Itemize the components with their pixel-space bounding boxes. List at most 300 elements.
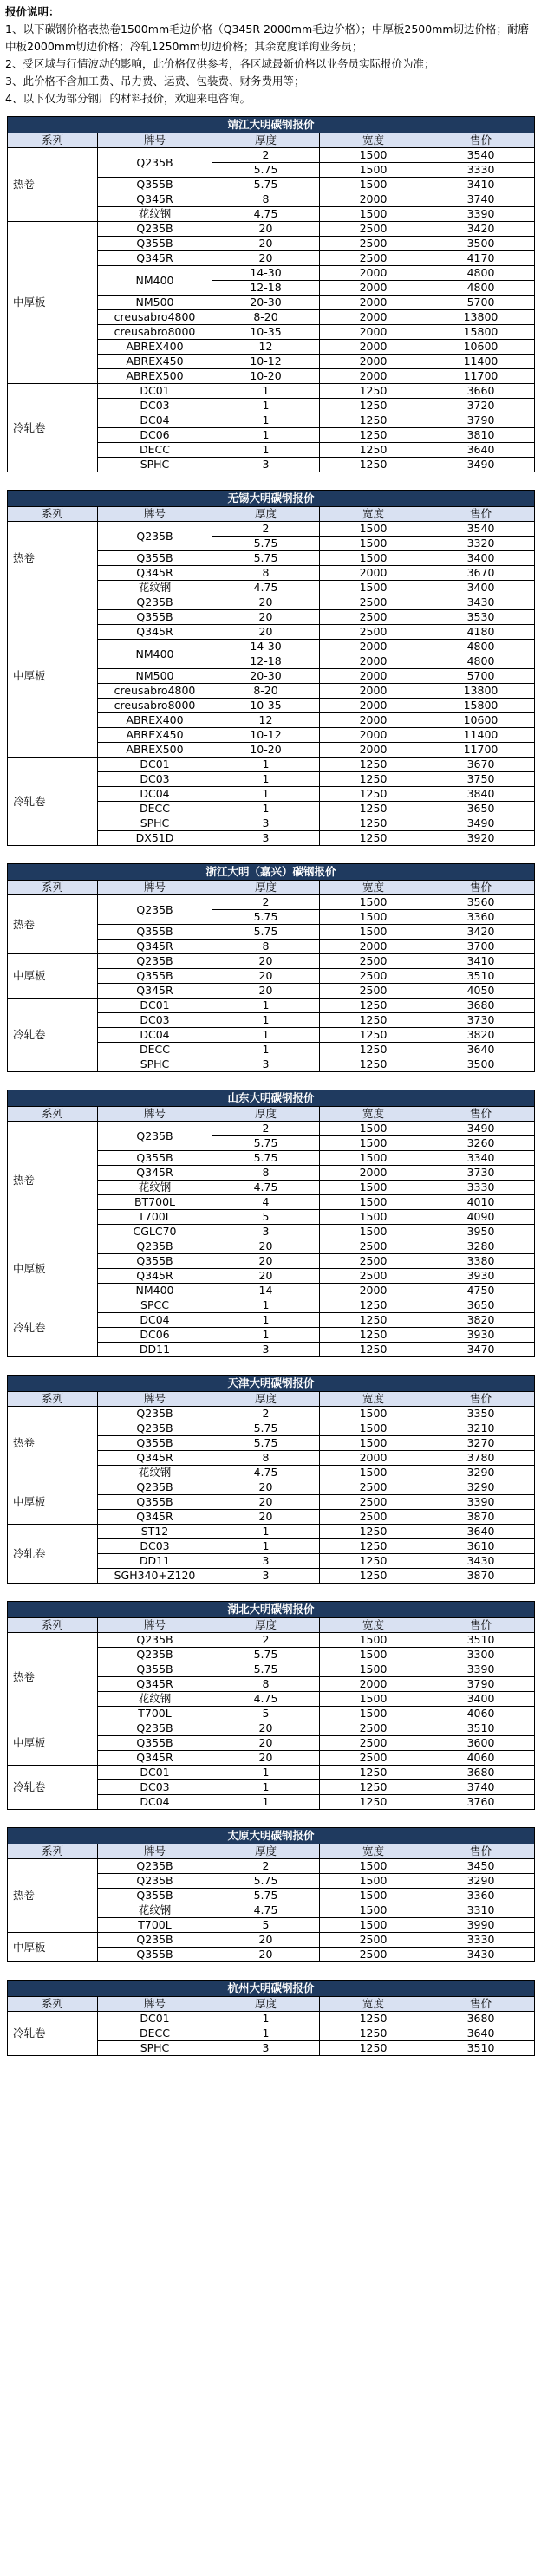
thickness-cell: 10-12: [212, 355, 320, 369]
price-table: [7, 1375, 535, 1584]
thickness-cell: 1: [212, 413, 320, 428]
grade-cell: DC03: [98, 772, 212, 787]
thickness-cell: 12-18: [212, 654, 320, 669]
width-cell: 2000: [320, 669, 427, 684]
table-title: 无锡大明碳钢报价: [8, 491, 535, 507]
price-cell: 3310: [427, 1903, 535, 1918]
grade-cell: DECC: [98, 1043, 212, 1057]
width-cell: 1500: [320, 1889, 427, 1903]
price-cell: 3420: [427, 222, 535, 237]
width-cell: 2000: [320, 192, 427, 207]
price-cell: 5700: [427, 296, 535, 310]
thickness-cell: 8-20: [212, 310, 320, 325]
width-cell: 1500: [320, 537, 427, 551]
grade-cell: DC03: [98, 1539, 212, 1554]
thickness-cell: 1: [212, 443, 320, 458]
thickness-cell: 1: [212, 2012, 320, 2026]
width-cell: 1250: [320, 1795, 427, 1810]
grade-cell: Q345R: [98, 1510, 212, 1525]
price-cell: 3330: [427, 163, 535, 178]
thickness-cell: 5: [212, 1918, 320, 1933]
thickness-cell: 20: [212, 1510, 320, 1525]
price-cell: 4800: [427, 640, 535, 654]
thickness-cell: 2: [212, 895, 320, 910]
width-cell: 1500: [320, 207, 427, 222]
width-cell: 2000: [320, 743, 427, 758]
price-cell: 3390: [427, 1495, 535, 1510]
price-cell: 3820: [427, 1313, 535, 1328]
grade-cell: DC01: [98, 2012, 212, 2026]
series-cell: 冷轧卷: [8, 1525, 98, 1584]
grade-cell: SPHC: [98, 1057, 212, 1072]
width-cell: 1250: [320, 772, 427, 787]
thickness-cell: 2: [212, 522, 320, 537]
width-cell: 1500: [320, 1859, 427, 1874]
price-table: [7, 863, 535, 1072]
price-cell: 3670: [427, 758, 535, 772]
series-cell: 冷轧卷: [8, 2012, 98, 2056]
grade-cell: Q235B: [98, 595, 212, 610]
thickness-cell: 20: [212, 1933, 320, 1948]
price-cell: 3680: [427, 999, 535, 1013]
thickness-cell: 2: [212, 1407, 320, 1421]
thickness-cell: 1: [212, 1043, 320, 1057]
table-title: 太原大明碳钢报价: [8, 1828, 535, 1844]
price-cell: 4050: [427, 984, 535, 999]
width-cell: 1250: [320, 1043, 427, 1057]
width-cell: 2000: [320, 266, 427, 281]
thickness-cell: 3: [212, 1569, 320, 1584]
grade-cell: SPHC: [98, 458, 212, 472]
width-cell: 1500: [320, 1421, 427, 1436]
thickness-cell: 14-30: [212, 640, 320, 654]
grade-cell: T700L: [98, 1918, 212, 1933]
column-header: 售价: [427, 1107, 535, 1122]
price-cell: 3210: [427, 1421, 535, 1436]
table-row: [8, 1122, 535, 1136]
thickness-cell: 20: [212, 251, 320, 266]
price-cell: 3410: [427, 178, 535, 192]
thickness-cell: 4: [212, 1195, 320, 1210]
table-row: [8, 1480, 535, 1495]
grade-cell: DC03: [98, 1013, 212, 1028]
thickness-cell: 5.75: [212, 1662, 320, 1677]
price-cell: 3400: [427, 1692, 535, 1707]
width-cell: 1500: [320, 1466, 427, 1480]
thickness-cell: 3: [212, 1225, 320, 1239]
width-cell: 1500: [320, 1195, 427, 1210]
price-cell: 3810: [427, 428, 535, 443]
column-header: 系列: [8, 881, 98, 895]
column-header: 宽度: [320, 1107, 427, 1122]
grade-cell: Q235B: [98, 1239, 212, 1254]
width-cell: 2500: [320, 237, 427, 251]
price-cell: 3950: [427, 1225, 535, 1239]
width-cell: 2000: [320, 325, 427, 340]
grade-cell: BT700L: [98, 1195, 212, 1210]
thickness-cell: 5.75: [212, 910, 320, 925]
grade-cell: DECC: [98, 2026, 212, 2041]
thickness-cell: 14: [212, 1284, 320, 1298]
column-header: 系列: [8, 1997, 98, 2012]
thickness-cell: 2: [212, 1633, 320, 1648]
width-cell: 2000: [320, 640, 427, 654]
grade-cell: Q235B: [98, 1480, 212, 1495]
width-cell: 2000: [320, 940, 427, 954]
thickness-cell: 1: [212, 1525, 320, 1539]
price-cell: 15800: [427, 325, 535, 340]
column-header: 宽度: [320, 1618, 427, 1633]
price-cell: 3470: [427, 1343, 535, 1357]
grade-cell: Q235B: [98, 222, 212, 237]
table-row: [8, 1239, 535, 1254]
series-cell: 热卷: [8, 148, 98, 222]
thickness-cell: 1: [212, 758, 320, 772]
grade-cell: T700L: [98, 1707, 212, 1721]
grade-cell: DC06: [98, 428, 212, 443]
thickness-cell: 3: [212, 458, 320, 472]
thickness-cell: 12: [212, 340, 320, 355]
price-cell: 11700: [427, 369, 535, 384]
price-cell: 3290: [427, 1874, 535, 1889]
width-cell: 2000: [320, 369, 427, 384]
grade-cell: NM400: [98, 1284, 212, 1298]
thickness-cell: 20-30: [212, 669, 320, 684]
series-cell: 中厚板: [8, 1933, 98, 1962]
width-cell: 1500: [320, 178, 427, 192]
price-cell: 3930: [427, 1269, 535, 1284]
thickness-cell: 1: [212, 1780, 320, 1795]
grade-cell: ABREX450: [98, 728, 212, 743]
table-row: [8, 1859, 535, 1874]
thickness-cell: 20: [212, 1254, 320, 1269]
width-cell: 2000: [320, 654, 427, 669]
width-cell: 2500: [320, 1254, 427, 1269]
price-cell: 3500: [427, 1057, 535, 1072]
column-header: 厚度: [212, 133, 320, 148]
grade-cell: DC04: [98, 1795, 212, 1810]
column-header: 厚度: [212, 1618, 320, 1633]
width-cell: 1250: [320, 1013, 427, 1028]
price-cell: 3740: [427, 1780, 535, 1795]
grade-cell: DC04: [98, 1028, 212, 1043]
thickness-cell: 12: [212, 713, 320, 728]
price-cell: 3560: [427, 895, 535, 910]
column-header: 售价: [427, 507, 535, 522]
thickness-cell: 5.75: [212, 551, 320, 566]
width-cell: 2500: [320, 1948, 427, 1962]
grade-cell: Q235B: [98, 1633, 212, 1648]
price-cell: 4170: [427, 251, 535, 266]
grade-cell: Q355B: [98, 1948, 212, 1962]
grade-cell: DC01: [98, 1766, 212, 1780]
price-cell: 3760: [427, 1795, 535, 1810]
series-cell: 热卷: [8, 1859, 98, 1933]
table-row: [8, 384, 535, 399]
grade-cell: T700L: [98, 1210, 212, 1225]
note-line-2: 2、受区域与行情波动的影响，此价格仅供参考，各区域最新价格以业务员实际报价为准；: [5, 57, 435, 70]
width-cell: 1500: [320, 1648, 427, 1662]
grade-cell: Q235B: [98, 1648, 212, 1662]
price-cell: 3930: [427, 1328, 535, 1343]
grade-cell: Q345R: [98, 1451, 212, 1466]
width-cell: 2000: [320, 355, 427, 369]
thickness-cell: 20: [212, 954, 320, 969]
grade-cell: NM500: [98, 669, 212, 684]
price-cell: 3740: [427, 192, 535, 207]
thickness-cell: 3: [212, 816, 320, 831]
column-header: 牌号: [98, 133, 212, 148]
column-header: 售价: [427, 1844, 535, 1859]
grade-cell: SPHC: [98, 816, 212, 831]
price-table: [7, 116, 535, 472]
width-cell: 1500: [320, 1151, 427, 1166]
grade-cell: DC03: [98, 399, 212, 413]
thickness-cell: 10-20: [212, 743, 320, 758]
grade-cell: 花纹钢: [98, 1466, 212, 1480]
column-header: 牌号: [98, 1107, 212, 1122]
price-cell: 3510: [427, 1721, 535, 1736]
price-cell: 3680: [427, 2012, 535, 2026]
thickness-cell: 8: [212, 940, 320, 954]
width-cell: 1500: [320, 1692, 427, 1707]
price-cell: 3380: [427, 1254, 535, 1269]
price-cell: 11400: [427, 355, 535, 369]
grade-cell: Q345R: [98, 1269, 212, 1284]
width-cell: 2000: [320, 684, 427, 699]
price-cell: 3330: [427, 1181, 535, 1195]
thickness-cell: 20: [212, 969, 320, 984]
grade-cell: Q355B: [98, 237, 212, 251]
grade-cell: Q355B: [98, 1662, 212, 1677]
width-cell: 1250: [320, 399, 427, 413]
thickness-cell: 10-35: [212, 699, 320, 713]
thickness-cell: 4.75: [212, 1692, 320, 1707]
table-title: 靖江大明碳钢报价: [8, 117, 535, 133]
table-row: [8, 1721, 535, 1736]
grade-cell: Q235B: [98, 1407, 212, 1421]
thickness-cell: 5.75: [212, 178, 320, 192]
column-header: 牌号: [98, 881, 212, 895]
price-cell: 3510: [427, 2041, 535, 2056]
price-cell: 3640: [427, 2026, 535, 2041]
price-cell: 11400: [427, 728, 535, 743]
price-cell: 3990: [427, 1918, 535, 1933]
grade-cell: DD11: [98, 1554, 212, 1569]
grade-cell: DC04: [98, 787, 212, 802]
price-table: [7, 1980, 535, 2056]
width-cell: 2500: [320, 1721, 427, 1736]
thickness-cell: 3: [212, 1057, 320, 1072]
thickness-cell: 20: [212, 625, 320, 640]
thickness-cell: 20-30: [212, 296, 320, 310]
grade-cell: Q235B: [98, 1122, 212, 1151]
series-cell: 热卷: [8, 895, 98, 954]
thickness-cell: 1: [212, 1795, 320, 1810]
width-cell: 1250: [320, 2026, 427, 2041]
width-cell: 1250: [320, 758, 427, 772]
width-cell: 1250: [320, 1554, 427, 1569]
width-cell: 1500: [320, 1436, 427, 1451]
grade-cell: Q355B: [98, 1151, 212, 1166]
column-header: 宽度: [320, 881, 427, 895]
price-cell: 3640: [427, 443, 535, 458]
price-cell: 3400: [427, 581, 535, 595]
thickness-cell: 8: [212, 1166, 320, 1181]
thickness-cell: 5.75: [212, 1136, 320, 1151]
thickness-cell: 8: [212, 1451, 320, 1466]
price-cell: 3640: [427, 1525, 535, 1539]
thickness-cell: 20: [212, 1948, 320, 1962]
thickness-cell: 3: [212, 1554, 320, 1569]
width-cell: 1500: [320, 1662, 427, 1677]
grade-cell: 花纹钢: [98, 207, 212, 222]
price-cell: 3530: [427, 610, 535, 625]
thickness-cell: 5.75: [212, 1889, 320, 1903]
width-cell: 1500: [320, 148, 427, 163]
column-header: 宽度: [320, 1844, 427, 1859]
price-table: [7, 1827, 535, 1962]
width-cell: 1500: [320, 1210, 427, 1225]
thickness-cell: 3: [212, 2041, 320, 2056]
thickness-cell: 14-30: [212, 266, 320, 281]
width-cell: 1500: [320, 1707, 427, 1721]
grade-cell: SPCC: [98, 1298, 212, 1313]
price-cell: 15800: [427, 699, 535, 713]
thickness-cell: 4.75: [212, 1181, 320, 1195]
price-cell: 3330: [427, 1933, 535, 1948]
thickness-cell: 20: [212, 1495, 320, 1510]
width-cell: 2500: [320, 1751, 427, 1766]
width-cell: 2500: [320, 1510, 427, 1525]
thickness-cell: 4.75: [212, 1466, 320, 1480]
table-title: 山东大明碳钢报价: [8, 1090, 535, 1107]
thickness-cell: 1: [212, 384, 320, 399]
width-cell: 2500: [320, 251, 427, 266]
price-cell: 5700: [427, 669, 535, 684]
thickness-cell: 8-20: [212, 684, 320, 699]
price-cell: 3610: [427, 1539, 535, 1554]
price-cell: 4010: [427, 1195, 535, 1210]
grade-cell: 花纹钢: [98, 1692, 212, 1707]
grade-cell: creusabro8000: [98, 325, 212, 340]
width-cell: 1250: [320, 999, 427, 1013]
width-cell: 1250: [320, 1525, 427, 1539]
price-cell: 4750: [427, 1284, 535, 1298]
series-cell: 中厚板: [8, 1239, 98, 1298]
price-cell: 4060: [427, 1751, 535, 1766]
column-header: 宽度: [320, 507, 427, 522]
price-cell: 3420: [427, 925, 535, 940]
price-cell: 3360: [427, 1889, 535, 1903]
width-cell: 1500: [320, 895, 427, 910]
thickness-cell: 5.75: [212, 1436, 320, 1451]
grade-cell: DX51D: [98, 831, 212, 846]
width-cell: 2000: [320, 728, 427, 743]
price-cell: 3790: [427, 1677, 535, 1692]
width-cell: 1250: [320, 1343, 427, 1357]
grade-cell: DC01: [98, 758, 212, 772]
thickness-cell: 20: [212, 1721, 320, 1736]
price-cell: 3340: [427, 1151, 535, 1166]
width-cell: 1250: [320, 1313, 427, 1328]
width-cell: 1250: [320, 816, 427, 831]
thickness-cell: 1: [212, 1298, 320, 1313]
price-cell: 3540: [427, 522, 535, 537]
width-cell: 2500: [320, 1736, 427, 1751]
grade-cell: Q355B: [98, 551, 212, 566]
column-header: 售价: [427, 1618, 535, 1633]
thickness-cell: 8: [212, 1677, 320, 1692]
table-title: 天津大明碳钢报价: [8, 1376, 535, 1392]
grade-cell: Q345R: [98, 251, 212, 266]
grade-cell: creusabro8000: [98, 699, 212, 713]
width-cell: 2000: [320, 1284, 427, 1298]
thickness-cell: 1: [212, 1766, 320, 1780]
grade-cell: DC04: [98, 1313, 212, 1328]
price-cell: 3720: [427, 399, 535, 413]
grade-cell: ST12: [98, 1525, 212, 1539]
grade-cell: Q235B: [98, 895, 212, 925]
price-cell: 4180: [427, 625, 535, 640]
price-cell: 3290: [427, 1466, 535, 1480]
price-cell: 3670: [427, 566, 535, 581]
thickness-cell: 1: [212, 428, 320, 443]
grade-cell: creusabro4800: [98, 684, 212, 699]
width-cell: 2500: [320, 1480, 427, 1495]
price-cell: 3730: [427, 1166, 535, 1181]
price-cell: 13800: [427, 310, 535, 325]
width-cell: 1500: [320, 1874, 427, 1889]
grade-cell: SPHC: [98, 2041, 212, 2056]
grade-cell: 花纹钢: [98, 581, 212, 595]
grade-cell: NM500: [98, 296, 212, 310]
table-row: [8, 1298, 535, 1313]
series-cell: 热卷: [8, 522, 98, 595]
width-cell: 1500: [320, 522, 427, 537]
grade-cell: Q345R: [98, 1751, 212, 1766]
thickness-cell: 5: [212, 1707, 320, 1721]
width-cell: 1250: [320, 413, 427, 428]
price-cell: 3650: [427, 1298, 535, 1313]
width-cell: 1250: [320, 458, 427, 472]
grade-cell: Q355B: [98, 178, 212, 192]
thickness-cell: 5: [212, 1210, 320, 1225]
thickness-cell: 5.75: [212, 1151, 320, 1166]
width-cell: 1250: [320, 1057, 427, 1072]
grade-cell: ABREX500: [98, 369, 212, 384]
price-cell: 4800: [427, 281, 535, 296]
pricing-notes: [0, 0, 541, 116]
column-header: 厚度: [212, 1844, 320, 1859]
column-header: 售价: [427, 133, 535, 148]
thickness-cell: 20: [212, 595, 320, 610]
grade-cell: Q235B: [98, 1721, 212, 1736]
thickness-cell: 5.75: [212, 1648, 320, 1662]
thickness-cell: 20: [212, 1480, 320, 1495]
thickness-cell: 1: [212, 999, 320, 1013]
notes-heading: 报价说明：: [5, 5, 60, 18]
grade-cell: DC03: [98, 1780, 212, 1795]
price-cell: 4090: [427, 1210, 535, 1225]
thickness-cell: 1: [212, 1013, 320, 1028]
grade-cell: Q345R: [98, 1166, 212, 1181]
price-cell: 11700: [427, 743, 535, 758]
thickness-cell: 1: [212, 787, 320, 802]
price-cell: 3780: [427, 1451, 535, 1466]
width-cell: 2000: [320, 281, 427, 296]
thickness-cell: 4.75: [212, 1903, 320, 1918]
